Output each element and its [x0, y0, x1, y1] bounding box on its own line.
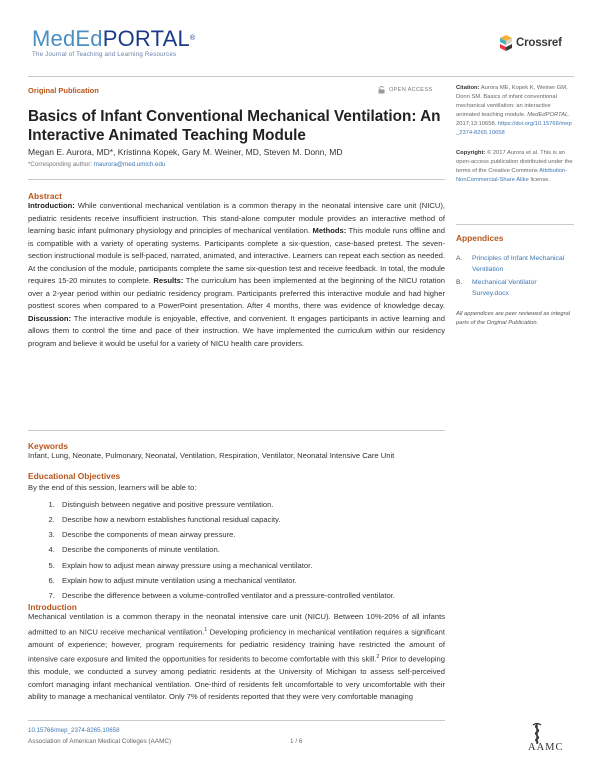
abstract-results-label: Results:: [153, 276, 184, 285]
abstract-methods-label: Methods:: [312, 226, 347, 235]
corresponding-author: [28, 161, 165, 168]
intro-p3: Prior to developing this module, we conducted a survey among pediatric residents at the University of Michigan to assess self-perceived comfort managing infant mechanical ventilation. One-third of residents felt uncomfortable to very uncomfortable with their ability to manage a mechanical ventilator. Only 7% of residents reported that they were very comfortable managing: [28, 654, 445, 702]
keywords-text: Infant, Lung, Neonate, Pulmonary, Neonatal, Ventilation, Respiration, Ventilator, Neonatal Intensive Care Unit: [28, 451, 395, 460]
objective-item: 6. Explain how to adjust minute ventilation using a mechanical ventilator.: [57, 575, 445, 588]
open-access-badge: [378, 86, 432, 94]
objective-item: 5. Explain how to adjust mean airway pressure using a mechanical ventilator.: [57, 560, 445, 573]
appendices-list: [456, 254, 574, 302]
footer-doi-link[interactable]: 10.15766/mep_2374-8265.10658: [28, 727, 120, 734]
citation-journal: MedEdPORTAL.: [527, 112, 570, 119]
crossref-label: Crossref: [516, 37, 562, 49]
header-divider: [28, 76, 574, 77]
aamc-wordmark: AAMC: [528, 742, 564, 753]
section-label: Original Publication: [28, 86, 99, 95]
journal-logo[interactable]: [32, 28, 195, 58]
appendix-letter: A.: [456, 255, 463, 262]
appendix-item-a[interactable]: [456, 254, 574, 275]
objectives-list: [28, 483, 445, 606]
keywords-heading: Keywords: [28, 441, 69, 451]
objective-item: 3. Describe the components of mean airway pressure.: [57, 529, 445, 542]
logo-registered: ®: [189, 35, 196, 42]
introduction-heading: Introduction: [28, 602, 77, 612]
crossref-badge[interactable]: [499, 35, 562, 51]
footer-divider: [28, 720, 445, 721]
abstract-discussion-text: The interactive module is enjoyable, effective, and convenient. It engages participants in active learning and allows them to control the time and pace of their instruction. We have implemented the curriculum within our residency program and believe it would be useful for a variety of NICU health care providers.: [28, 313, 445, 348]
abstract-divider: [28, 430, 445, 431]
intro-p1: Mechanical ventilation is a common therapy in the neonatal intensive care unit (NICU). Between 10%-20% of all infants admitted to an NICU receive mechanical ventilation.: [28, 612, 445, 637]
aamc-logo: [528, 722, 574, 753]
appendix-link[interactable]: Mechanical Ventilator Survey.docx: [472, 279, 537, 297]
objective-item: 2. Describe how a newborn establishes functional residual capacity.: [57, 514, 445, 527]
citation-block: [456, 84, 574, 185]
introduction-body: [28, 611, 445, 704]
abstract-discussion-label: Discussion:: [28, 313, 72, 323]
logo-tagline: The Journal of Teaching and Learning Resources: [32, 51, 177, 58]
appendices-heading: Appendices: [456, 233, 504, 243]
sidebar-divider: [456, 224, 574, 225]
appendix-item-b[interactable]: [456, 278, 574, 299]
intro-ref-1[interactable]: 1: [204, 626, 208, 633]
copyright-label: Copyright:: [456, 149, 486, 156]
abstract-intro-label: Introduction:: [28, 201, 75, 210]
author-list: Megan E. Aurora, MD*, Kristinna Kopek, Gary M. Weiner, MD, Steven M. Donn, MD: [28, 147, 343, 157]
page-number: 1 / 6: [290, 738, 303, 745]
objective-item: 1. Distinguish between negative and positive pressure ventilation.: [57, 499, 445, 512]
title-divider: [28, 179, 445, 180]
logo-portal: PORTAL: [102, 26, 190, 51]
objectives-items: [28, 499, 445, 603]
footer-organization: Association of American Medical Colleges (AAMC): [28, 738, 172, 745]
abstract-intro-text: While conventional mechanical ventilation is a common therapy in the neonatal intensive care unit (NICU), pediatric residents receive insufficient instruction. This stand-alone computer module provides an interactive method of learning basic infant pulmonary physiology and principles of mechanical ventilation.: [28, 201, 445, 235]
logo-med: MedEd: [32, 26, 103, 51]
objective-item: 7. Describe the difference between a volume-controlled ventilator and a pressure-controlled ventilator.: [57, 590, 445, 603]
appendix-letter: B.: [456, 279, 463, 286]
caduceus-icon: [530, 722, 544, 744]
objectives-lead: By the end of this session, learners will be able to:: [28, 483, 197, 492]
copyright-text: © 2017 Aurora et al. This is an open-access publication distributed under the terms of the Creative Commons: [456, 149, 573, 174]
citation-label: Citation:: [456, 85, 480, 91]
intro-p2: Developing proficiency in mechanical ventilation requires a significant amount of experience; however, program requirements for pediatric residency training have restricted the amount of intensive care exposure and limited the opportunities for residents to become comfortable with this skill.: [28, 627, 445, 664]
citation-year: 2017;13:10658.: [456, 121, 497, 128]
corr-label: *Corresponding author:: [28, 161, 92, 168]
abstract-methods-text: This module runs offline and is compatible with a variety of operating systems. Participants complete a six-question, case-based pretest. The seven-section instructional module is self-paced, narrated, animated, and interactive. Learners can repeat each section as needed. At the conclusion of the module, participants complete the same six-question test and receive feedback. In total, the module requires 15-20 minutes to complete.: [28, 226, 445, 285]
crossref-icon: [499, 35, 513, 51]
appendices-note: All appendices are peer reviewed as integral parts of the Original Publication.: [456, 311, 571, 326]
appendix-link[interactable]: Principles of Infant Mechanical Ventilation: [472, 255, 565, 273]
abstract-heading: Abstract: [28, 191, 62, 201]
intro-ref-2[interactable]: 2: [376, 654, 380, 661]
corr-email-link[interactable]: maurora@med.umich.edu: [93, 161, 166, 168]
objective-item: 4. Describe the components of minute ventilation.: [57, 544, 445, 557]
abstract-results-text: The curriculum has been implemented at the beginning of the NICU rotation over a 2-year period within our pediatric residency program. Participants preferred this interactive module and had higher posttest scores when compared to a PowerPoint presentation. After 4 months, there was evidence of knowledge decay.: [28, 276, 445, 310]
open-lock-icon: [378, 86, 385, 94]
citation-doi-link[interactable]: https://doi.org/10.15766/mep_2374-8265.10658: [456, 121, 572, 137]
license-suffix: license.: [530, 176, 551, 183]
abstract-body: [28, 200, 445, 350]
open-access-label: OPEN ACCESS: [389, 87, 433, 93]
objectives-heading: Educational Objectives: [28, 471, 121, 481]
license-link[interactable]: Attribution-NonCommercial-Share Alike: [456, 167, 568, 183]
citation-text: Aurora ME, Kopek K, Weiner GM, Donn SM. Basics of infant conventional mechanical ventilation: an interactive animated teaching module.: [456, 85, 568, 119]
article-title: Basics of Infant Conventional Mechanical Ventilation: An Interactive Animated Teaching Module: [28, 108, 441, 144]
